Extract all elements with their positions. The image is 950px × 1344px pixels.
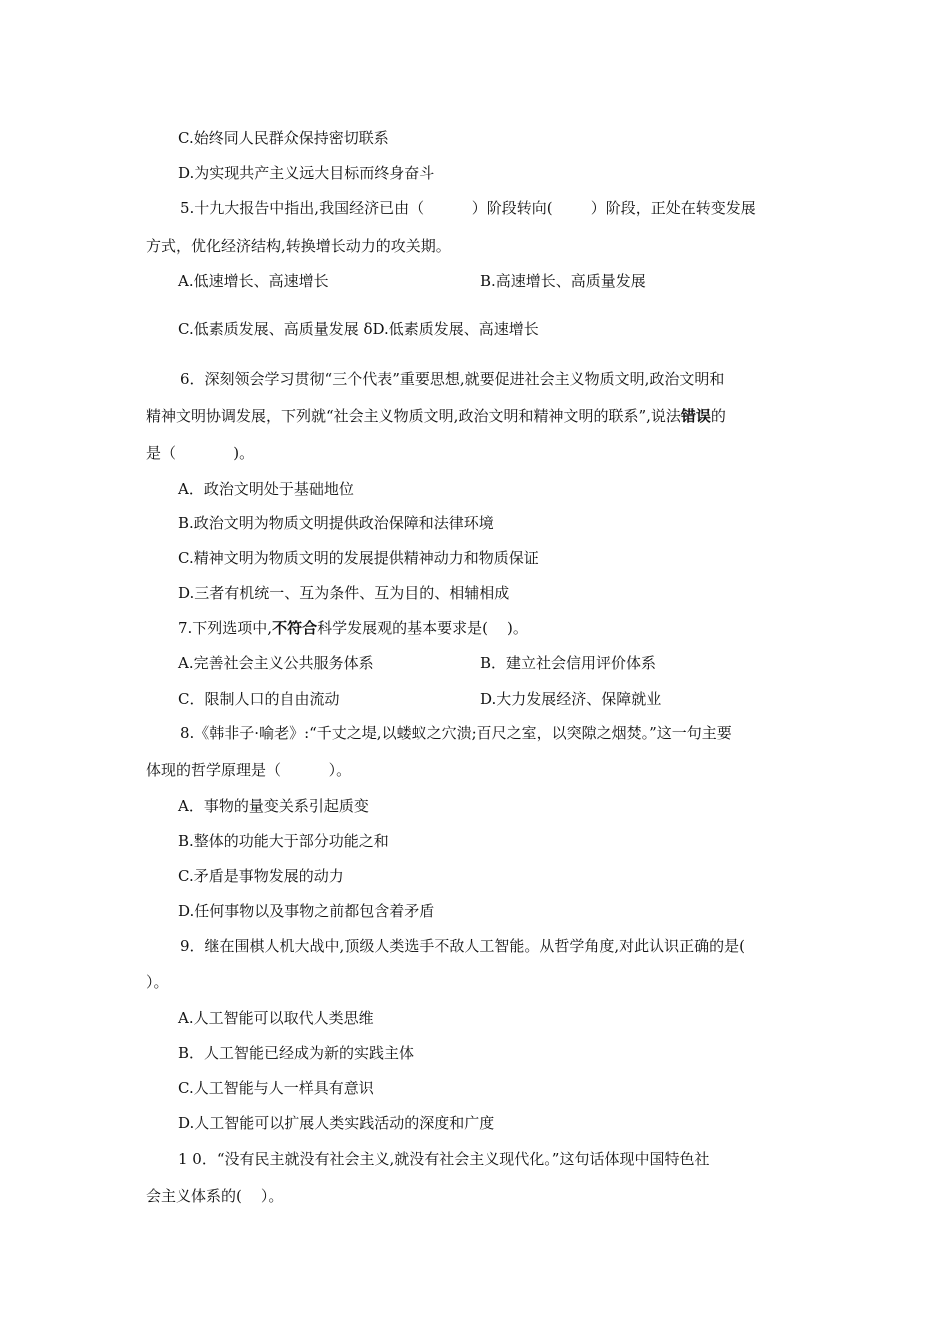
q10-stem-line-1: 1 0．“没有民主就没有社会主义,就没有社会主义现代化。”这句话体现中国特色社 xyxy=(178,1150,710,1168)
q5-option-a: A.低速增长、高速增长 xyxy=(178,272,329,290)
q8-option-c: C.矛盾是事物发展的动力 xyxy=(178,867,344,885)
q6-option-a: A．政治文明处于基础地位 xyxy=(178,480,354,498)
q6-option-d: D.三者有机统一、互为条件、互为目的、相辅相成 xyxy=(178,584,510,602)
q8-stem-line-2: 体现的哲学原理是（ ）。 xyxy=(146,761,352,779)
q7-option-a: A.完善社会主义公共服务体系 xyxy=(178,654,374,672)
q9-stem-line-2: ）。 xyxy=(146,973,169,991)
q5-stem-line-1: 5.十九大报告中指出,我国经济已由（ ）阶段转向( ）阶段，正处在转变发展 xyxy=(180,199,756,217)
q9-option-d: D.人工智能可以扩展人类实践活动的深度和广度 xyxy=(178,1114,495,1132)
emphasis-wrong: 错误 xyxy=(680,407,711,425)
q4-option-d: D.为实现共产主义远大目标而终身奋斗 xyxy=(178,164,435,182)
q8-option-d: D.任何事物以及事物之前都包含着矛盾 xyxy=(178,902,435,920)
q7-option-d: D.大力发展经济、保障就业 xyxy=(480,690,662,708)
q8-option-a: A．事物的量变关系引起质变 xyxy=(178,797,369,815)
q7-option-c: C．限制人口的自由流动 xyxy=(178,690,340,708)
q9-option-c: C.人工智能与人一样具有意识 xyxy=(178,1079,374,1097)
q6-option-b: B.政治文明为物质文明提供政治保障和法律环境 xyxy=(178,514,494,532)
emphasis-not-conforming: 不符合 xyxy=(272,619,318,637)
q4-option-c: C.始终同人民群众保持密切联系 xyxy=(178,129,389,147)
q8-option-b: B.整体的功能大于部分功能之和 xyxy=(178,832,389,850)
q5-option-b: B.高速增长、高质量发展 xyxy=(480,272,646,290)
q6-stem-line-2: 精神文明协调发展，下列就“社会主义物质文明,政治文明和精神文明的联系”,说法错误的 xyxy=(146,407,726,425)
q10-stem-line-2: 会主义体系的( ）。 xyxy=(146,1187,284,1205)
q9-stem-line-1: 9．继在围棋人机大战中,顶级人类选手不敌人工智能。从哲学角度,对此认识正确的是( xyxy=(180,937,745,955)
q7-stem: 7.下列选项中,不符合科学发展观的基本要求是( )。 xyxy=(178,619,528,637)
q9-option-a: A.人工智能可以取代人类思维 xyxy=(178,1009,374,1027)
q7-option-b: B．建立社会信用评价体系 xyxy=(480,654,657,672)
q8-stem-line-1: 8.《韩非子·喻老》:“千丈之堤,以蝼蚁之穴溃;百尺之室，以突隙之烟焚。”这一句主要 xyxy=(180,724,732,742)
q5-stem-line-2: 方式，优化经济结构,转换增长动力的攻关期。 xyxy=(146,237,451,255)
q9-option-b: B．人工智能已经成为新的实践主体 xyxy=(178,1044,415,1062)
q6-option-c: C.精神文明为物质文明的发展提供精神动力和物质保证 xyxy=(178,549,539,567)
q6-stem-line-3: 是（ )。 xyxy=(146,444,255,462)
q5-option-cd: C.低素质发展、高质量发展 δD.低素质发展、高速增长 xyxy=(178,320,539,338)
q6-stem-line-1: 6．深刻领会学习贯彻“三个代表”重要思想,就要促进社会主义物质文明,政治文明和 xyxy=(180,370,725,388)
